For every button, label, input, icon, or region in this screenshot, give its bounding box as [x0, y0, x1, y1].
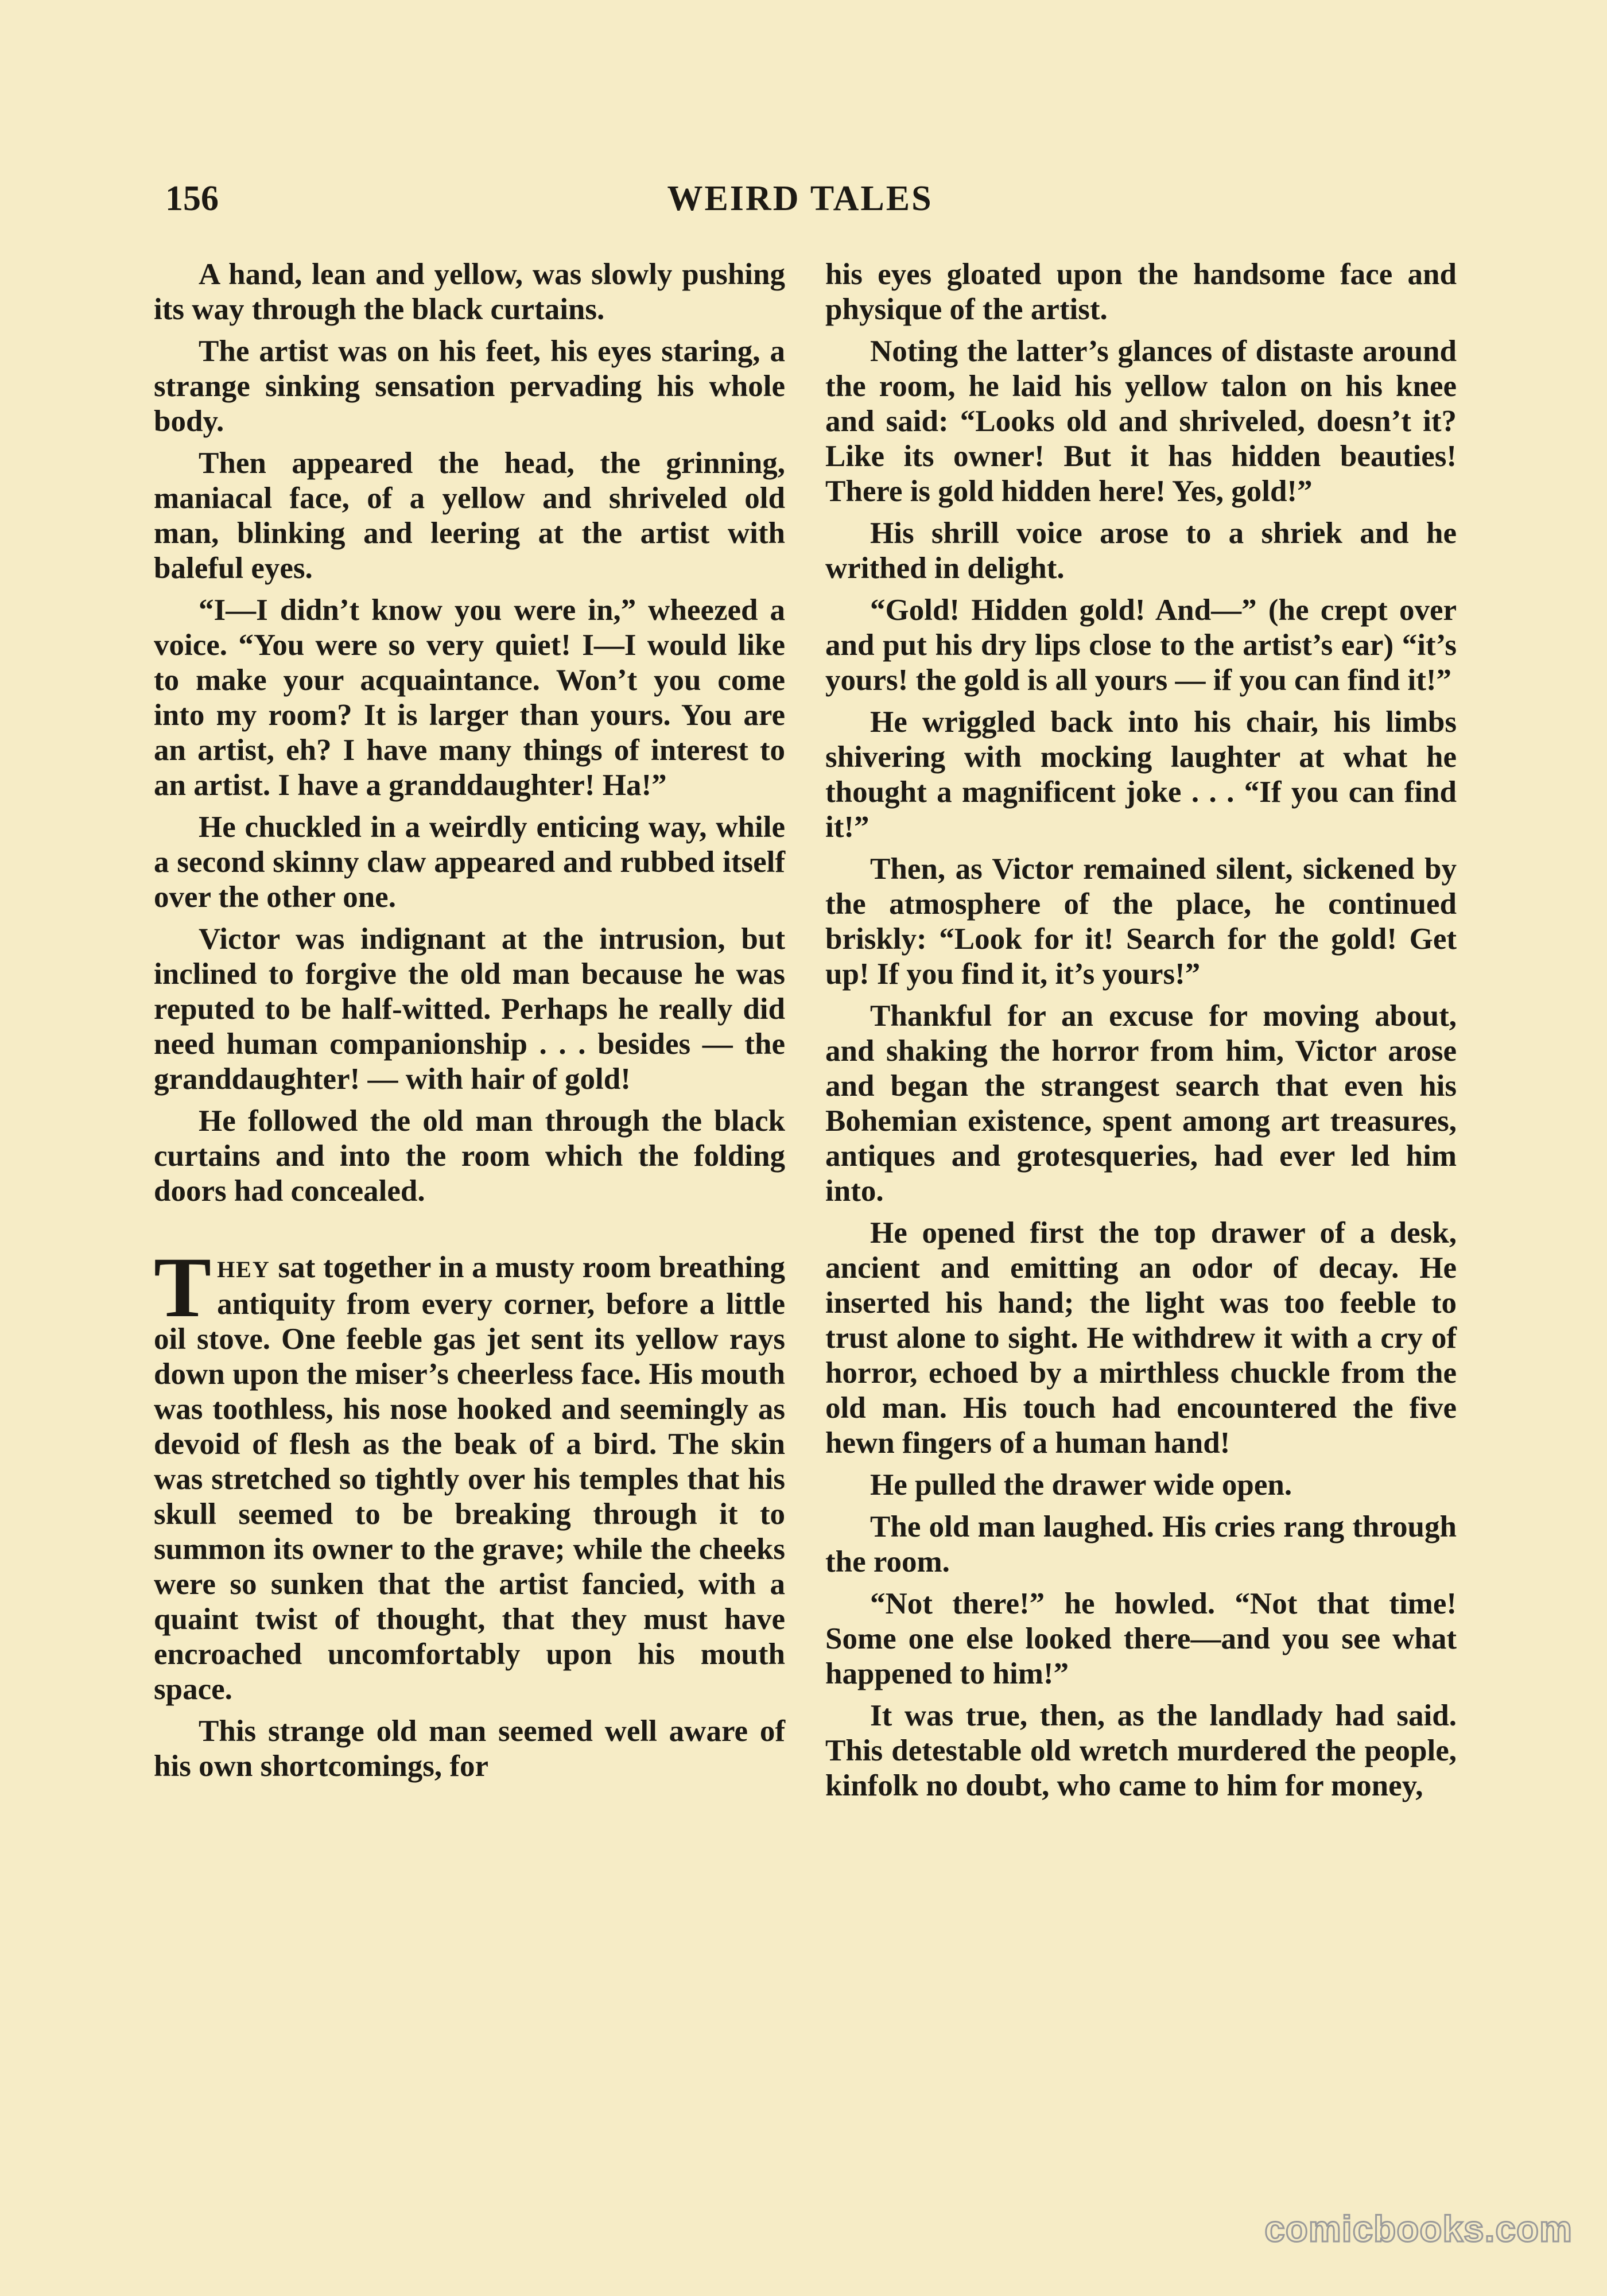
paragraph: “I—I didn’t know you were in,” wheezed a voice. “You were so very quiet! I—I would like to make your acquaintance. Won’t you come into my room? It is larger than yours. You are an artist, eh? I have many things of interest to an artist. I have a granddaughter! Ha!”: [154, 594, 785, 802]
page-number: 156: [165, 179, 219, 218]
page-header: [165, 170, 1435, 227]
running-title: WEIRD TALES: [667, 179, 933, 218]
paragraph: Thankful for an excuse for moving about, and shaking the horror from him, Victor arose and began the strangest search that even his Bohemian existence, spent among art treasures, antiques and grotesqueries, had ever led him into.: [825, 999, 1457, 1208]
drop-cap-paragraph: [154, 1240, 785, 1707]
watermark: comicbooks.com: [1264, 2208, 1573, 2250]
section-break: [154, 1216, 785, 1250]
paragraph: “Not there!” he howled. “Not that time! Some one else looked there—and you see what happened to him!”: [825, 1587, 1457, 1690]
paragraph: Noting the latter’s glances of distaste around the room, he laid his yellow talon on his knee and said: “Looks old and shriveled, doesn’t it? Like its owner! But it has hidden beauties! There is gold hidden here! Yes, gold!”: [825, 335, 1457, 508]
left-column: [154, 257, 785, 2140]
continued-paragraph: his eyes gloated upon the handsome face and physique of the artist.: [825, 258, 1457, 326]
paragraph: He followed the old man through the black curtains and into the room which the folding doors had concealed.: [154, 1104, 785, 1208]
paragraph: Then, as Victor remained silent, sickened by the atmosphere of the place, he continued briskly: “Look for it! Search for the gold! Get up! If you find it, it’s yours!”: [825, 852, 1457, 991]
paragraph: He chuckled in a weirdly enticing way, while a second skinny claw appeared and rubbed itself over the other one.: [154, 810, 785, 914]
paragraph: Then appeared the head, the grinning, maniacal face, of a yellow and shriveled old man, blinking and leering at the artist with baleful eyes.: [154, 447, 785, 585]
text-columns: [154, 257, 1457, 2140]
paragraph: He wriggled back into his chair, his limbs shivering with mocking laughter at what he thought a magnificent joke . . . “If you can find it!”: [825, 705, 1457, 844]
paragraph: The old man laughed. His cries rang through the room.: [825, 1510, 1457, 1578]
paragraph: He opened first the top drawer of a desk, ancient and emitting an odor of decay. He inserted his hand; the light was too feeble to trust alone to sight. He withdrew it with a cry of horror, echoed by a mirthless chuckle from the old man. His touch had encountered the five hewn fingers of a human hand!: [825, 1216, 1457, 1460]
paragraph: This strange old man seemed well aware of his own shortcomings, for: [154, 1715, 785, 1783]
drop-paragraph-text: sat together in a musty room breathing antiquity from every corner, before a little oil stove. One feeble gas jet sent its yellow rays down upon the miser’s cheerless face. His mouth was toothless, his nose hooked and seemingly as devoid of flesh as the beak of a bird. The skin was stretched so tightly over his temples that his skull seemed to be breaking through it to summon its owner to the grave; while the cheeks were so sunken that the artist fancied, with a quaint twist of thought, that they must have encroached uncomfortably upon his mouth space.: [154, 1251, 785, 1706]
paragraph: The artist was on his feet, his eyes staring, a strange sinking sensation pervading his whole body.: [154, 335, 785, 438]
drop-cap-smallcaps: HEY: [217, 1256, 270, 1282]
paragraph: His shrill voice arose to a shriek and he writhed in delight.: [825, 517, 1457, 585]
paragraph: Victor was indignant at the intrusion, but inclined to forgive the old man because he was reputed to be half-witted. Perhaps he really did need human companionship . . . besides — the granddaughter! — with hair of gold!: [154, 922, 785, 1096]
right-column: [825, 257, 1457, 2140]
paragraph: It was true, then, as the landlady had said. This detestable old wretch murdered the people, kinfolk no doubt, who came to him for money,: [825, 1699, 1457, 1802]
drop-cap: T: [154, 1240, 212, 1335]
paragraph: A hand, lean and yellow, was slowly pushing its way through the black curtains.: [154, 258, 785, 326]
paragraph: He pulled the drawer wide open.: [870, 1468, 1292, 1502]
paragraph: “Gold! Hidden gold! And—” (he crept over and put his dry lips close to the artist’s ear) “it’s yours! the gold is all yours — if you can find it!”: [825, 594, 1457, 697]
